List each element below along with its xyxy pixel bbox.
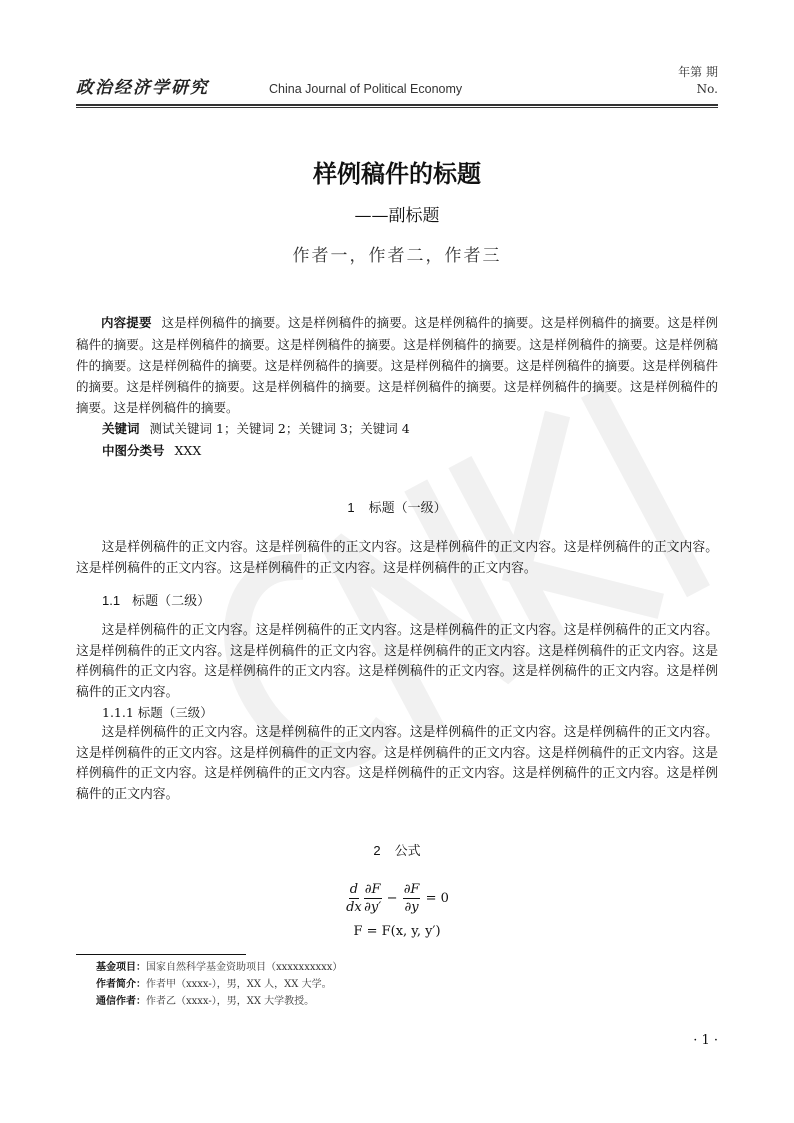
abstract-text: 这是样例稿件的摘要。这是样例稿件的摘要。这是样例稿件的摘要。这是样例稿件的摘要。这是样例稿件的摘要。这是样例稿件的摘要。这是样例稿件的摘要。这是样例稿件的摘要。这是样例稿件的摘要。这是样例稿件的摘要。这是样例稿件的摘要。这是样例稿件的摘要。这是样例稿件的摘要。这是样例稿件的摘要。这是样例稿件的摘要。这是样例稿件的摘要。这是样例稿件的摘要。这是样例稿件的摘要。这是样例稿件的摘要。这是样例稿件的摘要。这是样例稿件的摘要。 [76,315,718,415]
minus-sign: − [386,891,398,906]
page-number: · 1 · [693,1033,718,1048]
page [76,0,718,1080]
footnote-text: 作者甲（xxxx-），男，XX 人，XX 大学。 [146,979,332,990]
section-1-1-paragraph: 这是样例稿件的正文内容。这是样例稿件的正文内容。这是样例稿件的正文内容。这是样例稿件的正文内容。这是样例稿件的正文内容。这是样例稿件的正文内容。这是样例稿件的正文内容。这是样例稿件的正文内容。这是样例稿件的正文内容。这是样例稿件的正文内容。这是样例稿件的正文内容。这是样例稿件的正文内容。这是样例稿件的正文内容。 [76,623,718,700]
equation-f-definition: F = F(x, y, y′) [353,924,441,939]
classification-text: XXX [174,443,202,458]
journal-name: China Journal of Political Economy [269,82,463,96]
section-title: 标题（三级） [137,705,213,720]
issue-year: 年第 期 [678,65,718,79]
section-title: 标题（二级） [132,593,211,608]
footnote-rule [76,954,246,955]
paper-title: 样例稿件的标题 [313,159,481,188]
equation-euler-lagrange [76,881,718,916]
paper-subtitle: ——副标题 [354,206,440,226]
fraction [403,881,421,916]
section-number: 1 [347,500,355,515]
section-heading-1-1-1 [76,703,718,723]
abstract-label: 内容提要 [101,316,152,330]
footnote-text: 作者乙（xxxx-），男，XX 大学教授。 [146,996,315,1007]
section-title: 标题（一级） [368,500,447,515]
numerator: d [349,882,359,897]
footnote-label: 通信作者： [96,996,146,1007]
classification-label: 中图分类号 [102,444,165,458]
denominator: ∂y′ [364,900,382,915]
fraction [346,881,362,916]
equation-rhs: = 0 [425,891,449,906]
keywords [76,418,718,440]
numerator: ∂F [403,882,420,897]
denominator: dx [346,900,362,915]
section-title: 公式 [394,843,421,858]
footnote-label: 作者简介： [96,979,146,990]
section-1-paragraph: 这是样例稿件的正文内容。这是样例稿件的正文内容。这是样例稿件的正文内容。这是样例稿件的正文内容。这是样例稿件的正文内容。这是样例稿件的正文内容。这是样例稿件的正文内容。 [76,540,718,576]
fraction [364,881,382,916]
issue-info [678,64,718,98]
section-number: 2 [373,843,381,858]
section-number: 1.1 [102,593,121,608]
section-heading-1 [76,498,718,518]
footnote-text: 国家自然科学基金资助项目（xxxxxxxxxx） [146,962,343,973]
footnote-author-bio [96,976,718,993]
keywords-label: 关键词 [102,422,140,436]
header-rule [76,104,718,108]
footnotes [76,959,718,1010]
classification [76,440,718,462]
footnote-label: 基金项目： [96,962,146,973]
section-heading-2 [76,841,718,861]
page-header [76,64,718,104]
keywords-text: 测试关键词 1；关键词 2；关键词 3；关键词 4 [149,421,410,436]
section-1-1-1-paragraph: 这是样例稿件的正文内容。这是样例稿件的正文内容。这是样例稿件的正文内容。这是样例稿件的正文内容。这是样例稿件的正文内容。这是样例稿件的正文内容。这是样例稿件的正文内容。这是样例稿件的正文内容。这是样例稿件的正文内容。这是样例稿件的正文内容。这是样例稿件的正文内容。这是样例稿件的正文内容。这是样例稿件的正文内容。 [76,725,718,802]
journal-logo: 政治经济学研究 [76,78,209,98]
section-number: 1.1.1 [102,705,134,720]
abstract [76,312,718,418]
footnote-funding [96,959,718,976]
issue-no: No. [696,82,718,96]
numerator: ∂F [364,882,381,897]
footnote-corresponding [96,993,718,1010]
denominator: ∂y [404,900,419,915]
author-list: 作者一，作者二，作者三 [292,246,502,266]
section-heading-1-1 [76,591,718,611]
